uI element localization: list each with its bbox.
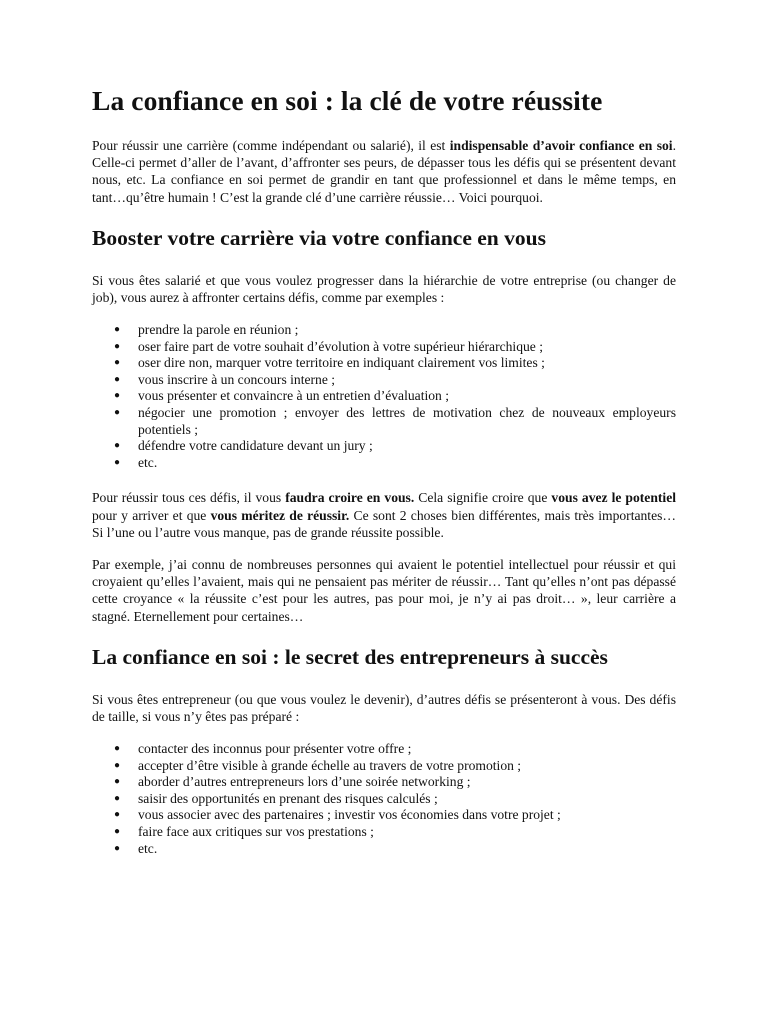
page-title: La confiance en soi : la clé de votre réussite — [92, 85, 603, 116]
bullet-icon: ● — [114, 792, 121, 804]
list-item-text: défendre votre candidature devant un jury ; — [138, 438, 373, 454]
list-item — [92, 388, 676, 405]
list-item — [92, 355, 676, 372]
p2-bold-2: vous avez le potentiel — [551, 490, 677, 506]
list-item — [92, 741, 676, 758]
p2-text-1: Pour réussir tous ces défis, il vous — [92, 490, 286, 506]
section1-list — [92, 322, 676, 471]
bullet-icon: ● — [114, 324, 121, 336]
bullet-icon: ● — [114, 842, 121, 854]
intro-text-2: . Celle-ci permet d’aller de l’avant, d’affronter ses peurs, de dépasser tous les défis qui se présentent devant nous, etc. La confiance en soi permet de grandir en tant que professionnel et dans le même temps, en tant…qu’être humain ! C’est la grande clé d’une carrière réussie… Voici pourquoi. — [92, 138, 676, 205]
list-item — [92, 824, 676, 841]
list-item-text: etc. — [138, 454, 158, 470]
section2-heading: La confiance en soi : le secret des entrepreneurs à succès — [92, 644, 608, 669]
section1-paragraph-3: Par exemple, j’ai connu de nombreuses personnes qui avaient le potentiel intellectuel pour réussir et qui croyaient qu’elles l’avaient, mais qui ne pensaient pas mériter de réussir… Tant qu’elles n’ont pas dépassé cette croyance « la réussite c’est pour les autres, pas pour moi, je n’y ai pas droit… », leur carrière a stagné. Eternellement pour certaines… — [92, 556, 676, 624]
list-item-text: accepter d’être visible à grande échelle au travers de votre promotion ; — [138, 757, 522, 773]
section1-paragraph-2 — [92, 489, 676, 541]
p2-text-3: pour y arriver et que — [92, 507, 211, 523]
list-item — [92, 791, 676, 808]
bullet-icon: ● — [114, 390, 121, 402]
p2-text-4: Ce sont 2 choses bien différentes, mais très importantes… Si l’une ou l’autre vous manque, pas de grande réussite possible. — [92, 507, 676, 540]
section2-paragraph: Si vous êtes entrepreneur (ou que vous voulez le devenir), d’autres défis se présenteront à vous. Des défis de taille, si vous n’y êtes pas préparé : — [92, 691, 676, 724]
bullet-icon: ● — [114, 340, 121, 352]
list-item-text: aborder d’autres entrepreneurs lors d’une soirée networking ; — [138, 774, 471, 790]
list-item-text: faire face aux critiques sur vos prestations ; — [138, 823, 374, 839]
list-item-text: oser dire non, marquer votre territoire en indiquant clairement vos limites ; — [138, 355, 545, 371]
bullet-icon: ● — [114, 742, 121, 754]
list-item-text: contacter des inconnus pour présenter votre offre ; — [138, 740, 412, 756]
bullet-icon: ● — [114, 456, 121, 468]
bullet-icon: ● — [114, 759, 121, 771]
bullet-icon: ● — [114, 373, 121, 385]
list-item — [92, 841, 676, 858]
p2-text-2: Cela signifie croire que — [414, 490, 552, 506]
list-item — [92, 758, 676, 775]
intro-paragraph — [92, 137, 676, 206]
list-item — [92, 339, 676, 356]
section1-paragraph: Si vous êtes salarié et que vous voulez progresser dans la hiérarchie de votre entreprise (ou changer de job), vous aurez à affronter certains défis, comme par exemples : — [92, 272, 676, 305]
list-item-text: prendre la parole en réunion ; — [138, 322, 299, 338]
list-item-text: saisir des opportunités en prenant des risques calculés ; — [138, 790, 438, 806]
section1-heading: Booster votre carrière via votre confiance en vous — [92, 225, 546, 250]
list-item-text: vous associer avec des partenaires ; investir vos économies dans votre projet ; — [138, 807, 561, 823]
list-item — [92, 455, 676, 472]
list-item-text: oser faire part de votre souhait d’évolution à votre supérieur hiérarchique ; — [138, 338, 544, 354]
p2-bold-1: faudra croire en vous. — [285, 490, 415, 506]
list-item-text: vous présenter et convaincre à un entretien d’évaluation ; — [138, 388, 450, 404]
p2-bold-3: vous méritez de réussir. — [210, 507, 350, 523]
list-item-text: vous inscrire à un concours interne ; — [138, 371, 336, 387]
list-item — [92, 807, 676, 824]
bullet-icon: ● — [114, 825, 121, 837]
bullet-icon: ● — [114, 776, 121, 788]
bullet-icon: ● — [114, 440, 121, 452]
bullet-icon: ● — [114, 406, 121, 418]
list-item — [92, 322, 676, 339]
intro-bold-1: indispensable d’avoir confiance en soi — [449, 138, 673, 153]
list-item — [92, 372, 676, 389]
section2-list — [92, 741, 676, 857]
bullet-icon: ● — [114, 357, 121, 369]
list-item-text: négocier une promotion ; envoyer des lettres de motivation chez de nouveaux employeurs potentiels ; — [138, 404, 676, 437]
bullet-icon: ● — [114, 809, 121, 821]
list-item — [92, 774, 676, 791]
intro-text-1: Pour réussir une carrière (comme indépendant ou salarié), il est — [92, 138, 450, 153]
list-item — [92, 438, 676, 455]
list-item-text: etc. — [138, 840, 158, 856]
list-item — [92, 405, 676, 438]
